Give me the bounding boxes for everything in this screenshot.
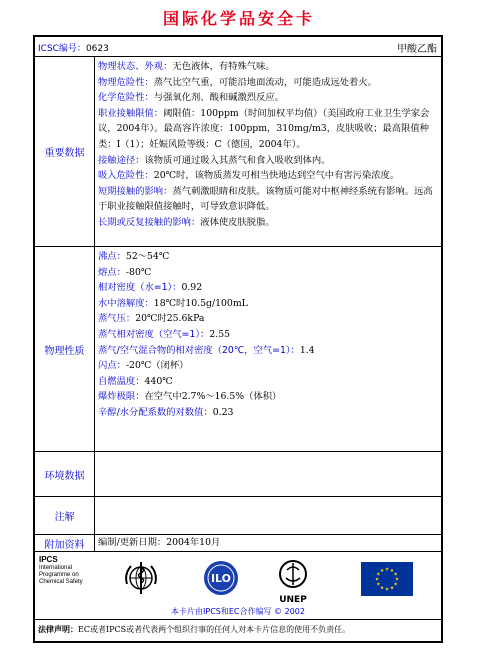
important-item-value: 无色液体，有特殊气味。 bbox=[172, 61, 275, 72]
ipcs-title: IPCS bbox=[39, 555, 58, 564]
physical-properties-body bbox=[95, 247, 441, 451]
section-additional bbox=[35, 535, 441, 552]
legal-row bbox=[35, 620, 441, 641]
physical-item-value: -80℃ bbox=[125, 266, 152, 278]
important-item-value: 阈限值：100ppm（时间加权平均值）（美国政府工业卫生学家会议，2004年）。最高容许浓度：100ppm，310mg/m3，皮肤吸收；最高限值种类：I（1）；妊娠风险等级：C（德国，2004年）。 bbox=[98, 107, 430, 150]
important-item bbox=[98, 59, 438, 75]
section-notes bbox=[35, 497, 441, 535]
physical-item-key: 蒸气相对密度（空气=1）： bbox=[98, 328, 210, 340]
card-title: 国际化学品安全卡 bbox=[162, 9, 315, 28]
physical-item-value: 20℃时25.6kPa bbox=[135, 313, 205, 325]
important-item-value: 液体使皮肤脱脂。 bbox=[200, 216, 275, 228]
chemical-name: 甲酸乙酯 bbox=[397, 44, 437, 55]
physical-item-key: 蒸气/空气混合物的相对密度（20℃，空气=1）： bbox=[98, 344, 300, 356]
important-item-key: 长期或反复接触的影响： bbox=[98, 216, 201, 228]
ipcs-line1: International bbox=[39, 565, 73, 571]
important-item-key: 短期接触的影响： bbox=[98, 185, 173, 197]
physical-item-value: 2.55 bbox=[209, 328, 231, 340]
unep-label: UNEP bbox=[279, 595, 307, 605]
physical-item-key: 自燃温度： bbox=[98, 375, 145, 387]
important-item-value: 蒸气比空气重，可能沿地面流动，可能造成远处着火。 bbox=[153, 76, 377, 88]
physical-item-value: 1.4 bbox=[299, 344, 315, 356]
unep-emblem-icon bbox=[273, 558, 313, 594]
physical-item-key: 沸点： bbox=[98, 251, 126, 262]
important-item-key: 职业接触限值： bbox=[98, 107, 164, 119]
important-item bbox=[98, 153, 438, 169]
physical-item bbox=[98, 265, 438, 281]
important-item-value: 该物质可通过吸入其蒸气和食入吸收到体内。 bbox=[144, 154, 331, 166]
physical-item bbox=[98, 311, 438, 327]
important-item-value: 与强氧化剂、酸和碱激烈反应。 bbox=[153, 92, 284, 104]
svg-text:ILO: ILO bbox=[210, 572, 232, 585]
important-item-key: 吸入危险性： bbox=[98, 170, 154, 182]
section-label-notes: 注解 bbox=[35, 497, 95, 534]
physical-item-key: 辛醇/水分配系数的对数值： bbox=[98, 406, 213, 418]
important-item-key: 物理危险性： bbox=[98, 76, 154, 88]
header-row bbox=[35, 37, 441, 57]
physical-item bbox=[98, 374, 438, 390]
physical-item-value: 18℃时10.5g/100mL bbox=[153, 297, 248, 309]
physical-item bbox=[98, 405, 438, 421]
important-item-key: 物理状态、外观： bbox=[98, 61, 173, 72]
physical-item-value: 440℃ bbox=[144, 375, 173, 387]
physical-item-value: -20℃（闭杯） bbox=[125, 360, 189, 372]
section-physical-properties bbox=[35, 247, 441, 452]
eu-flag-icon bbox=[361, 562, 413, 596]
icsc-label: ICSC编号： bbox=[38, 44, 86, 54]
physical-item-key: 水中溶解度： bbox=[98, 297, 154, 309]
physical-item-value: 52～54℃ bbox=[125, 251, 170, 262]
legal-text: EC或者IPCS或者代表两个组织行事的任何人对本卡片信息的使用不负责任。 bbox=[78, 625, 351, 634]
section-label-environment: 环境数据 bbox=[35, 452, 95, 496]
ipcs-line3: Chemical Safety bbox=[39, 579, 83, 585]
section-label-important: 重要数据 bbox=[35, 57, 95, 246]
physical-item bbox=[98, 389, 438, 405]
section-environment bbox=[35, 452, 441, 497]
physical-item bbox=[98, 327, 438, 343]
important-item-value: 20℃时，该物质蒸发可相当快地达到空气中有害污染浓度。 bbox=[153, 170, 400, 182]
important-item bbox=[98, 75, 438, 91]
notes-body bbox=[95, 497, 441, 534]
icsc-number: 0623 bbox=[85, 44, 109, 54]
additional-text: 编制/更新日期：2004年10月 bbox=[98, 537, 221, 548]
important-item bbox=[98, 215, 438, 231]
important-item bbox=[98, 168, 438, 184]
section-label-physical: 物理性质 bbox=[35, 247, 95, 451]
who-emblem-icon bbox=[121, 558, 161, 598]
section-label-additional: 附加资料 bbox=[35, 535, 95, 551]
physical-item bbox=[98, 343, 438, 359]
physical-item-value: 在空气中2.7%～16.5%（体积） bbox=[144, 391, 282, 403]
physical-item bbox=[98, 249, 438, 265]
physical-item-value: 0.92 bbox=[181, 282, 203, 294]
safety-card bbox=[33, 35, 443, 643]
credit-text: 本卡片由IPCS和EC合作编写 © 2002 bbox=[171, 607, 305, 616]
physical-item bbox=[98, 280, 438, 296]
important-item bbox=[98, 90, 438, 106]
important-item-value: 蒸气刺激眼睛和皮肤。该物质可能对中枢神经系统有影响。远高于职业接触限值接触时，可导致意识降低。 bbox=[98, 185, 433, 213]
physical-item-key: 蒸气压： bbox=[98, 313, 136, 325]
physical-item bbox=[98, 296, 438, 312]
environment-body bbox=[95, 452, 441, 496]
physical-item-key: 闪点： bbox=[98, 360, 126, 372]
legal-label: 法律声明： bbox=[38, 625, 78, 634]
ilo-emblem-icon bbox=[201, 558, 241, 598]
important-item-key: 化学危险性： bbox=[98, 92, 154, 104]
physical-item-key: 爆炸极限： bbox=[98, 391, 145, 403]
physical-item-value: 0.23 bbox=[212, 406, 234, 418]
important-item bbox=[98, 184, 438, 215]
physical-item-key: 相对密度（水=1）： bbox=[98, 282, 182, 294]
physical-item-key: 熔点： bbox=[98, 266, 126, 278]
important-data-body bbox=[95, 57, 441, 246]
ipcs-block bbox=[39, 556, 83, 586]
ipcs-line2: Programme on bbox=[39, 572, 79, 578]
important-item-key: 接触途径： bbox=[98, 154, 145, 166]
physical-item bbox=[98, 358, 438, 374]
logos-row bbox=[35, 552, 441, 620]
section-important-data bbox=[35, 57, 441, 247]
important-item bbox=[98, 106, 438, 153]
